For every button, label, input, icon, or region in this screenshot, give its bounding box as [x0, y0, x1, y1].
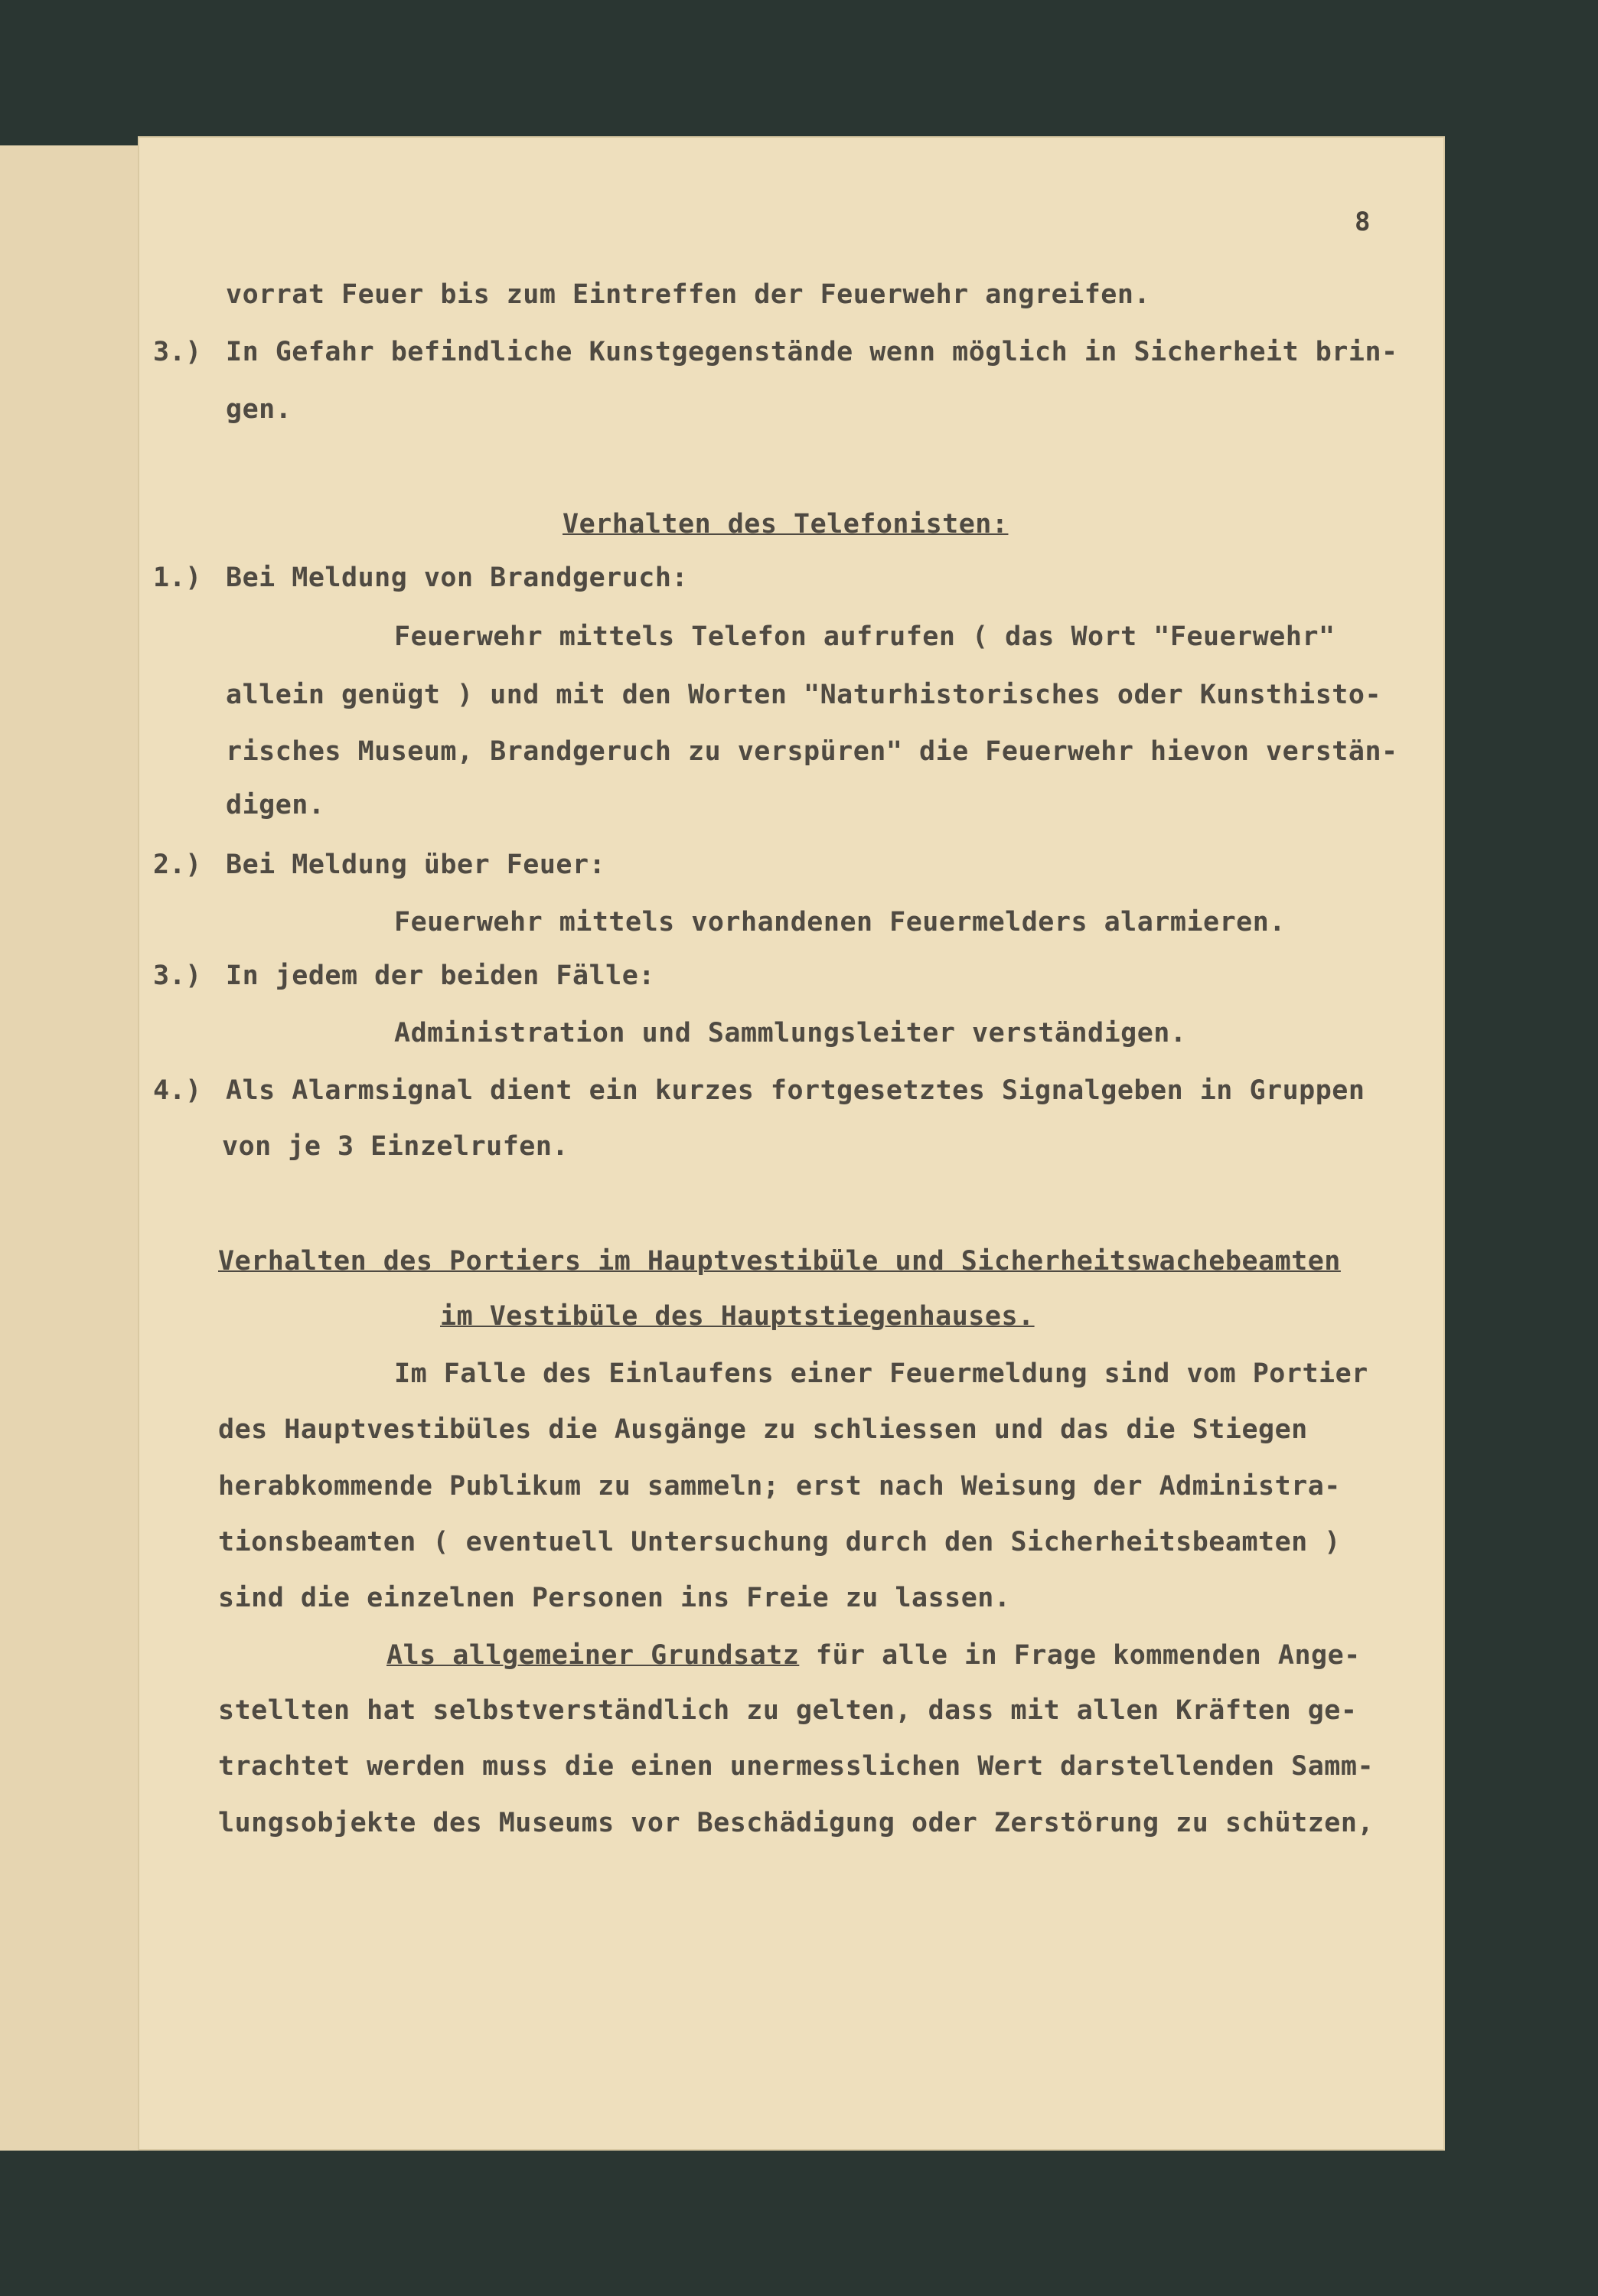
- section-heading: Verhalten des Portiers im Hauptvestibüle und Sicherheitswachebeamten: [218, 1246, 1341, 1277]
- text-line: allein genügt ) und mit den Worten "Naturhistorisches oder Kunsthisto-: [226, 680, 1382, 710]
- text-line: herabkommende Publikum zu sammeln; erst nach Weisung der Administra-: [218, 1471, 1341, 1502]
- text-line: Bei Meldung von Brandgeruch:: [226, 563, 689, 593]
- text-line: Feuerwehr mittels Telefon aufrufen ( das Wort "Feuerwehr": [394, 621, 1335, 652]
- text-line: trachtet werden muss die einen unermesslichen Wert darstellenden Samm-: [218, 1751, 1375, 1782]
- text-line: Im Falle des Einlaufens einer Feuermeldung sind vom Portier: [394, 1358, 1368, 1389]
- page-number: 8: [1355, 207, 1371, 237]
- text-line: stellten hat selbstverständlich zu gelten, dass mit allen Kräften ge-: [218, 1695, 1358, 1726]
- section-heading: im Vestibüle des Hauptstiegenhauses.: [440, 1301, 1035, 1332]
- item-number: 4.): [153, 1075, 202, 1106]
- text-line: In Gefahr befindliche Kunstgegenstände wenn möglich in Sicherheit brin-: [226, 337, 1398, 367]
- text-line: In jedem der beiden Fälle:: [226, 960, 655, 991]
- item-number: 2.): [153, 850, 202, 880]
- text-line: Feuerwehr mittels vorhandenen Feuermelders alarmieren.: [394, 907, 1286, 938]
- text-line: [386, 1640, 1361, 1671]
- text-line: digen.: [226, 790, 325, 820]
- text-line: risches Museum, Brandgeruch zu verspüren" die Feuerwehr hievon verstän-: [226, 736, 1398, 767]
- text-fragment: für alle in Frage kommenden Ange-: [799, 1640, 1361, 1671]
- section-heading: Verhalten des Telefonisten:: [563, 509, 1009, 540]
- text-line: von je 3 Einzelrufen.: [222, 1131, 569, 1162]
- text-line: Bei Meldung über Feuer:: [226, 850, 606, 880]
- text-line: gen.: [226, 394, 292, 425]
- item-number: 3.): [153, 337, 202, 367]
- text-line: Administration und Sammlungsleiter verständigen.: [394, 1018, 1187, 1049]
- text-line: sind die einzelnen Personen ins Freie zu lassen.: [218, 1583, 1011, 1613]
- text-line: lungsobjekte des Museums vor Beschädigung oder Zerstörung zu schützen,: [218, 1808, 1375, 1838]
- left-page: [0, 145, 159, 2151]
- emphasis-heading: Als allgemeiner Grundsatz: [386, 1640, 800, 1671]
- text-line: vorrat Feuer bis zum Eintreffen der Feuerwehr angreifen.: [226, 279, 1151, 310]
- item-number: 3.): [153, 960, 202, 991]
- text-line: tionsbeamten ( eventuell Untersuchung durch den Sicherheitsbeamten ): [218, 1527, 1341, 1557]
- text-line: des Hauptvestibüles die Ausgänge zu schliessen und das die Stiegen: [218, 1414, 1308, 1445]
- item-number: 1.): [153, 563, 202, 593]
- text-line: Als Alarmsignal dient ein kurzes fortgesetztes Signalgeben in Gruppen: [226, 1075, 1365, 1106]
